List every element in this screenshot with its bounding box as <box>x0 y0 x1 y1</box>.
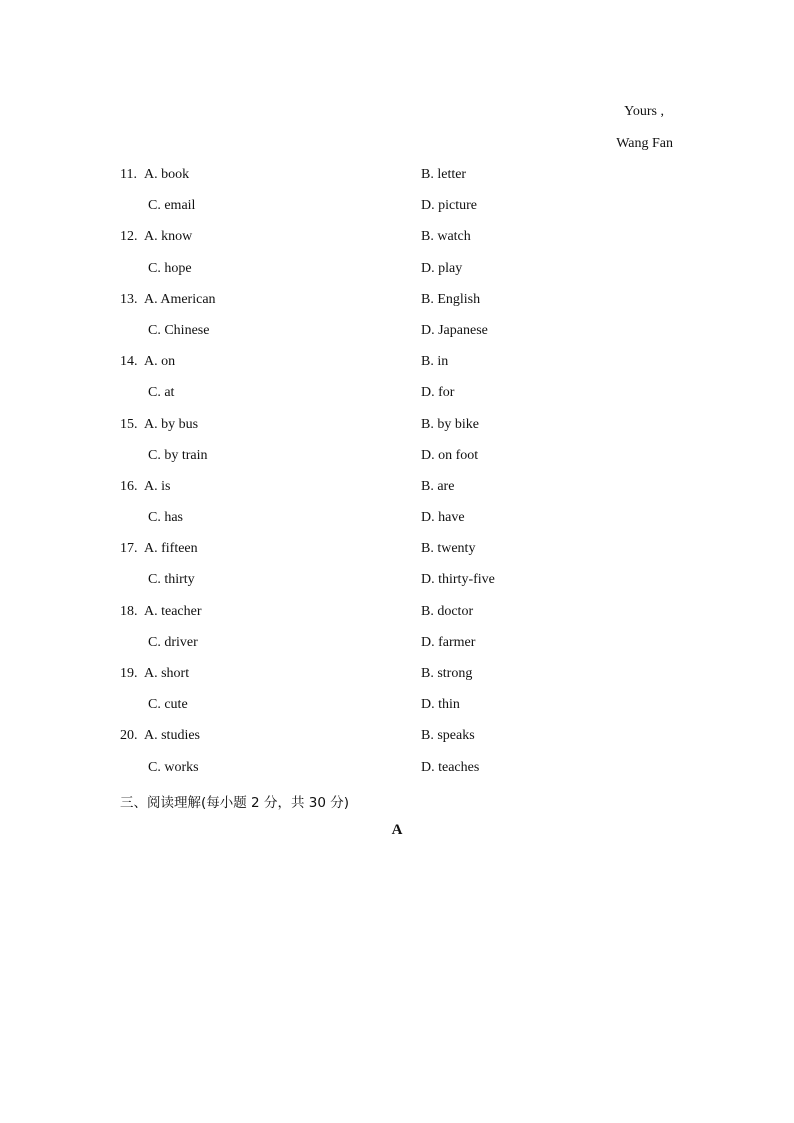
option-a: A. short <box>144 666 190 681</box>
option-a: A. on <box>144 354 176 370</box>
option-b: B. speaks <box>421 728 475 744</box>
option-a: A. by bus <box>144 416 199 432</box>
option-d: D. play <box>421 260 463 276</box>
option-b: B. watch <box>421 229 471 245</box>
option-c: C. thirty <box>148 572 195 588</box>
option-b: B. in <box>421 354 449 370</box>
question-row <box>0 605 794 636</box>
question-row-second-line <box>0 199 794 230</box>
option-b: B. are <box>421 478 455 494</box>
option-b: B. by bike <box>421 416 479 432</box>
question-row-second-line <box>0 449 794 480</box>
option-a: A. teacher <box>144 603 202 619</box>
option-a: A. studies <box>144 728 200 744</box>
option-d: D. thirty-five <box>421 572 495 588</box>
multiple-choice-questions <box>0 168 794 792</box>
question-number: 15. <box>120 416 138 432</box>
question-row <box>0 293 794 324</box>
option-d: D. farmer <box>421 634 476 650</box>
option-c: C. at <box>148 385 175 401</box>
question-number: 12. <box>120 229 138 245</box>
question-number: 18. <box>120 603 138 619</box>
question-row-second-line <box>0 386 794 417</box>
option-d: D. have <box>421 510 465 526</box>
option-d: D. teaches <box>421 759 480 775</box>
option-d: D. on foot <box>421 447 479 463</box>
option-a: A. book <box>144 167 190 182</box>
question-number: 14. <box>120 354 138 370</box>
option-d: D. for <box>421 385 455 401</box>
question-row <box>0 230 794 261</box>
question-number: 11. <box>120 167 137 182</box>
option-a: A. American <box>144 291 216 307</box>
question-number: 16. <box>120 478 138 494</box>
question-row <box>0 355 794 386</box>
question-row-second-line <box>0 262 794 293</box>
question-number: 20. <box>120 728 138 744</box>
letter-closing: Yours , <box>624 104 664 119</box>
option-c: C. hope <box>148 260 192 276</box>
section-title: 三、阅读理解(每小题 2 分，共 30 分) <box>120 795 349 811</box>
option-b: B. letter <box>421 167 467 182</box>
option-b: B. strong <box>421 666 473 681</box>
option-c: C. Chinese <box>148 322 210 338</box>
option-c: C. cute <box>148 697 188 713</box>
question-row-second-line <box>0 573 794 604</box>
question-row <box>0 418 794 449</box>
question-row <box>0 168 794 199</box>
question-row <box>0 729 794 760</box>
option-b: B. twenty <box>421 541 476 557</box>
option-d: D. thin <box>421 697 460 713</box>
option-c: C. by train <box>148 447 208 463</box>
question-row-second-line <box>0 636 794 667</box>
option-d: D. Japanese <box>421 322 488 338</box>
question-row <box>0 667 794 698</box>
option-a: A. know <box>144 229 193 245</box>
question-number: 19. <box>120 666 138 681</box>
question-row-second-line <box>0 761 794 792</box>
option-c: C. driver <box>148 634 198 650</box>
question-row <box>0 542 794 573</box>
question-row <box>0 480 794 511</box>
letter-signature-name: Wang Fan <box>616 136 673 151</box>
question-row-second-line <box>0 511 794 542</box>
option-b: B. doctor <box>421 603 474 619</box>
option-a: A. is <box>144 478 171 494</box>
option-d: D. picture <box>421 198 477 214</box>
option-b: B. English <box>421 291 481 307</box>
option-c: C. has <box>148 510 183 526</box>
question-row-second-line <box>0 698 794 729</box>
option-c: C. email <box>148 198 196 214</box>
question-row-second-line <box>0 324 794 355</box>
question-number: 17. <box>120 541 138 557</box>
question-number: 13. <box>120 291 138 307</box>
option-c: C. works <box>148 759 199 775</box>
passage-label: A <box>391 822 403 838</box>
option-a: A. fifteen <box>144 541 198 557</box>
